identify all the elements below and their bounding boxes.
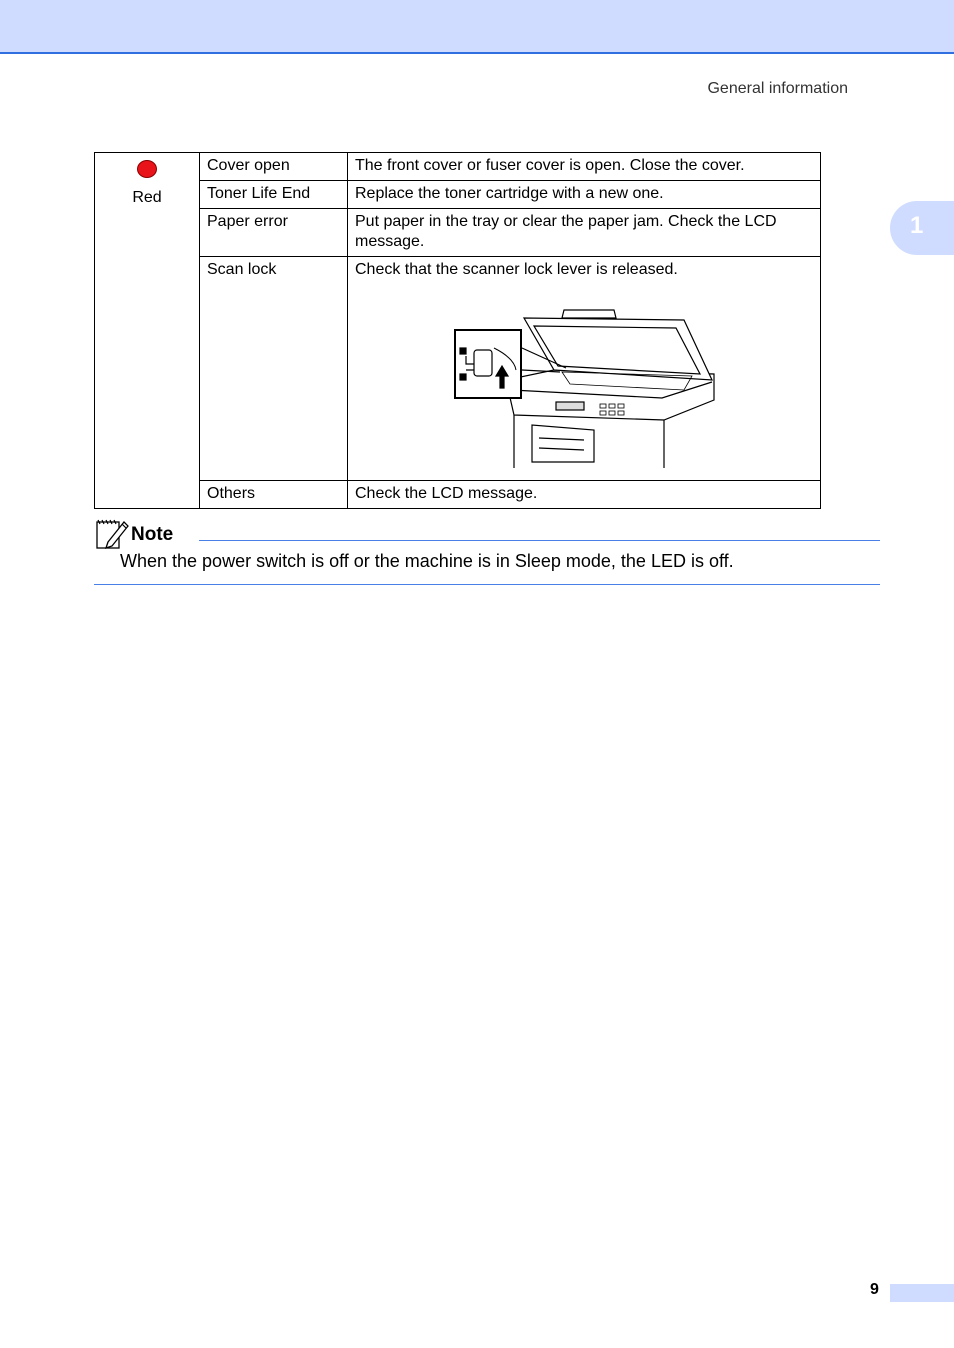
red-led-icon [137,160,157,178]
scanner-lock-illustration-icon [454,290,716,472]
page-number-tab [890,1284,954,1302]
top-header-band [0,0,954,54]
status-cell: Paper error [200,209,348,257]
note-pencil-icon [94,516,130,550]
table-row [95,257,821,481]
table-row [95,209,821,257]
description-cell: Replace the toner cartridge with a new one. [348,181,821,209]
description-cell: Check the LCD message. [348,481,821,509]
table-row [95,481,821,509]
status-cell: Scan lock [200,257,348,481]
note-title: Note [131,524,174,545]
scan-lock-description: Check that the scanner lock lever is released. [355,261,678,278]
chapter-number: 1 [910,212,924,239]
note-top-divider [199,540,880,541]
page-number: 9 [870,1281,879,1298]
note-text: When the power switch is off or the machine is in Sleep mode, the LED is off. [120,551,734,571]
section-header: General information [707,80,848,97]
description-cell: The front cover or fuser cover is open. Close the cover. [348,153,821,181]
description-cell: Put paper in the tray or clear the paper jam. Check the LCD message. [348,209,821,257]
status-cell: Others [200,481,348,509]
status-cell: Toner Life End [200,181,348,209]
chapter-tab [890,201,954,255]
led-indicator-cell [95,153,200,509]
note-bottom-divider [94,584,880,585]
led-status-table [94,152,821,509]
table-row [95,181,821,209]
description-cell [348,257,821,481]
table-row [95,153,821,181]
led-color-label: Red [132,189,162,206]
note-box [94,514,880,586]
status-cell: Cover open [200,153,348,181]
